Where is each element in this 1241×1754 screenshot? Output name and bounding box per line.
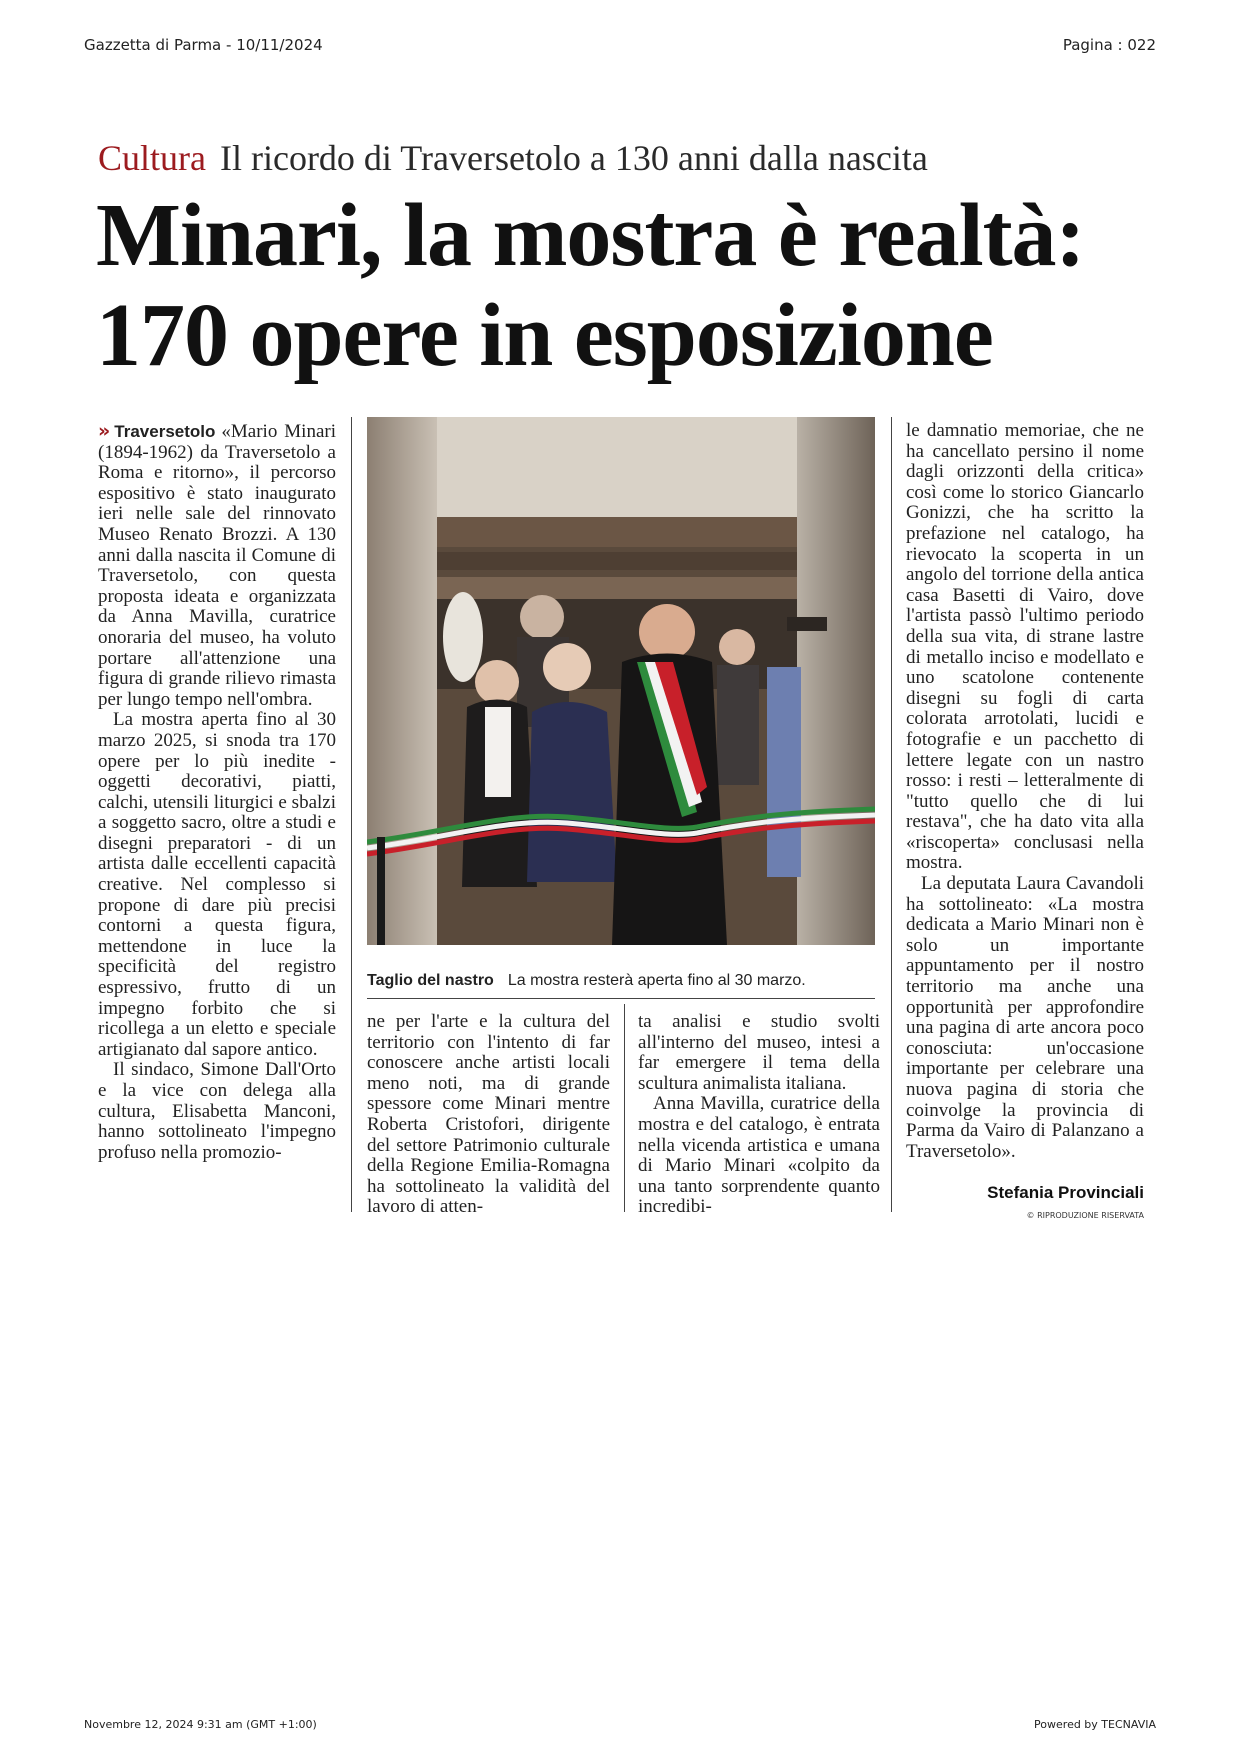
article-column-3: [638, 1012, 880, 1218]
caption-text: La mostra resterà aperta fino al 30 marzo.: [507, 972, 806, 989]
article-kicker: [98, 138, 928, 178]
paragraph: [98, 421, 336, 710]
article-column-4: [906, 421, 1144, 1162]
title-line-2: 170 opere in esposizione: [96, 286, 993, 385]
publication-name: Gazzetta di Parma: [84, 36, 222, 54]
header-separator: -: [221, 36, 237, 54]
article-photo: [367, 417, 875, 945]
column-rule: [351, 417, 352, 1212]
dateline: Traversetolo: [114, 422, 216, 441]
page-header-left: [84, 36, 323, 54]
paragraph: La deputata Laura Cavandoli ha sottolineato: «La mostra dedicata a Mario Minari non è solo un importante appuntamento per il nostro territorio ma anche una opportunità per approfondire una pagina di arte ancora poco conosciuta: un'occasione importante per celebrare una nuova pagina di storia che coinvolge la provincia di Parma da Vairo di Palanzano a Traversetolo».: [906, 873, 1144, 1162]
dateline-arrows-icon: »: [98, 420, 111, 442]
paragraph: La mostra aperta fino al 30 marzo 2025, si snoda tra 170 opere per lo più inedite - oggetti decorativi, piatti, calchi, utensili liturgici e sbalzi a soggetto sacro, oltre a studi e disegni preparatori - di un artista dalle eccellenti capacità creative. Nel complesso si propone di dare più precisi contorni a questa figura, mettendone in luce la specificità del registro espressivo, frutto di un impegno forbito che si ricollega a un eletto e speciale artigianato dal sapore antico.: [98, 709, 336, 1060]
page-number: Pagina : 022: [1062, 36, 1156, 54]
copyright-notice: © RIPRODUZIONE RISERVATA: [1026, 1211, 1144, 1220]
paragraph-text: «Mario Minari (1894-1962) da Traversetolo a Roma e ritorno», il percorso espositivo è stato inaugurato ieri nelle sale del rinnovato Museo Renato Brozzi. A 130 anni dalla nascita il Comune di Traversetolo, con questa proposta ideata e organizzata da Anna Mavilla, curatrice onoraria del museo, ha voluto portare all'attenzione una figura di grande rilievo rimasta per lungo tempo nell'ombra.: [98, 421, 336, 710]
kicker-text: Il ricordo di Traversetolo a 130 anni dalla nascita: [219, 138, 928, 178]
footer-timestamp: Novembre 12, 2024 9:31 am (GMT +1:00): [84, 1718, 317, 1731]
issue-date: 10/11/2024: [236, 36, 323, 54]
article-title: [96, 186, 1156, 386]
article-column-1: [98, 421, 336, 1163]
article-column-2: [367, 1012, 610, 1218]
paragraph: ne per l'arte e la cultura del territorio con l'intento di far conoscere anche artisti locali meno noti, ma di grande spessore come Minari mentre Roberta Cristofori, dirigente del settore Patrimonio culturale della Regione Emilia-Romagna ha sottolineato la validità del lavoro di atten-: [367, 1011, 610, 1218]
caption-title: Taglio del nastro: [367, 972, 494, 989]
caption-rule: [367, 998, 875, 999]
photo-caption: [367, 972, 806, 990]
column-rule: [624, 1004, 625, 1212]
paragraph: Anna Mavilla, curatrice della mostra e del catalogo, è entrata nella vicenda artistica e umana di Mario Minari «colpito da una tanto sorprendente quanto incredibi-: [638, 1093, 880, 1218]
paragraph: ta analisi e studio svolti all'interno del museo, intesi a far emergere il tema della scultura animalista italiana.: [638, 1011, 880, 1094]
column-rule: [891, 417, 892, 1212]
paragraph: le damnatio memoriae, che ne ha cancellato persino il nome dagli orizzonti della critica» così come lo storico Giancarlo Gonizzi, che ha scritto la prefazione nel catalogo, ha rievocato la scoperta in un angolo del torrione della antica casa Basetti di Vairo, dove l'artista passò l'ultimo periodo della sua vita, di strane lastre di metallo inciso e modellato e uno scatolone contenente disegni su fogli di carta colorata arrotolati, lucidi e fotografie e un pacchetto di lettere legate con un nastro rosso: i resti – letteralmente di "tutto quello che di lui restava", che ha dato vita alla «riscoperta» conclusasi nella mostra.: [906, 420, 1144, 874]
section-label: Cultura: [98, 138, 206, 178]
title-line-1: Minari, la mostra è realtà:: [96, 186, 1085, 285]
footer-powered-by: Powered by TECNAVIA: [1034, 1718, 1156, 1731]
author-byline: Stefania Provinciali: [987, 1183, 1144, 1202]
paragraph: Il sindaco, Simone Dall'Orto e la vice con delega alla cultura, Elisabetta Manconi, hanno sottolineato l'impegno profuso nella promozio-: [98, 1059, 336, 1163]
ribbon-cutting-photo: [367, 417, 875, 945]
